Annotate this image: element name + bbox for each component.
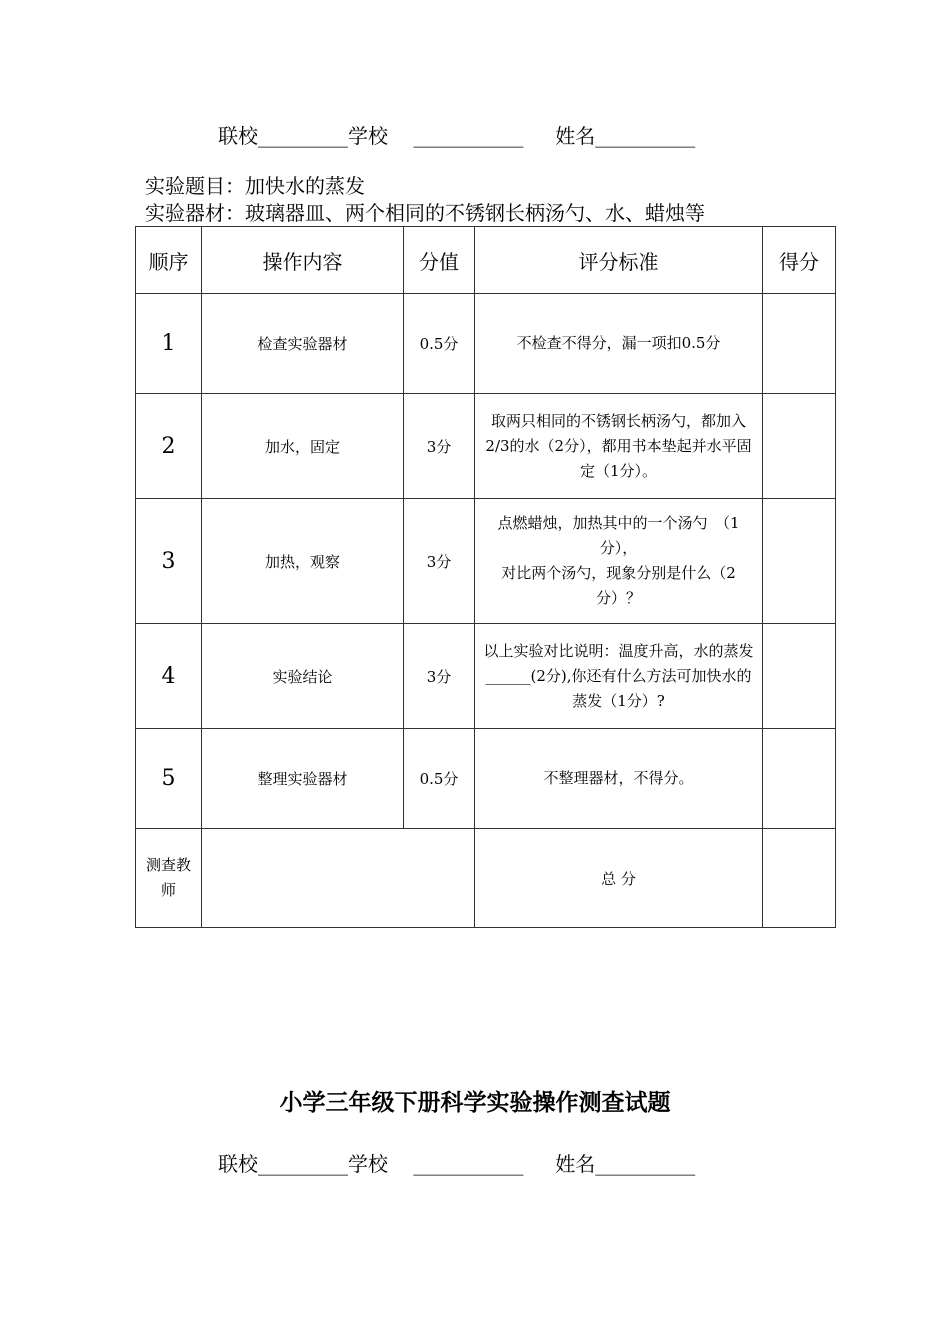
row-got-cell (763, 294, 836, 394)
row-criteria: 不检查不得分，漏一项扣0.5分 (475, 294, 763, 394)
row-criteria: 不整理器材，不得分。 (475, 729, 763, 829)
row-order: 5 (136, 729, 202, 829)
row-score: 3分 (404, 394, 475, 499)
student-info-line-2: 联校_________学校 ___________ 姓名__________ (218, 1152, 696, 1176)
table-row (136, 394, 836, 499)
experiment-title: 实验题目：加快水的蒸发 (145, 174, 365, 198)
header-order: 顺序 (136, 227, 202, 294)
scoring-table (135, 226, 836, 928)
row-operation: 实验结论 (202, 624, 404, 729)
header-criteria: 评分标准 (475, 227, 763, 294)
row-got-cell (763, 624, 836, 729)
row-criteria: 以上实验对比说明：温度升高，水的蒸发______(2分),你还有什么方法可加快水的蒸发（1分）? (475, 624, 763, 729)
row-order: 2 (136, 394, 202, 499)
row-score: 3分 (404, 499, 475, 624)
table-footer-row (136, 829, 836, 928)
row-operation: 加热，观察 (202, 499, 404, 624)
row-got-cell (763, 499, 836, 624)
section-title: 小学三年级下册科学实验操作测查试题 (279, 1089, 671, 1116)
row-order: 1 (136, 294, 202, 394)
row-score: 0.5分 (404, 729, 475, 829)
row-got-cell (763, 729, 836, 829)
row-criteria: 取两只相同的不锈钢长柄汤勺，都加入2/3的水（2分），都用书本垫起并水平固定（1分）。 (475, 394, 763, 499)
row-operation: 整理实验器材 (202, 729, 404, 829)
row-score: 3分 (404, 624, 475, 729)
row-score: 0.5分 (404, 294, 475, 394)
header-operation: 操作内容 (202, 227, 404, 294)
criteria-line: 点燃蜡烛，加热其中的一个汤勺 （1分）， (497, 514, 740, 557)
row-order: 4 (136, 624, 202, 729)
row-operation: 检查实验器材 (202, 294, 404, 394)
table-row (136, 294, 836, 394)
row-criteria (475, 499, 763, 624)
total-label: 总 分 (475, 829, 763, 928)
teacher-value-cell (202, 829, 475, 928)
header-got: 得分 (763, 227, 836, 294)
row-order: 3 (136, 499, 202, 624)
table-row (136, 624, 836, 729)
total-value-cell (763, 829, 836, 928)
table-row (136, 729, 836, 829)
criteria-line: 对比两个汤勺，现象分别是什么（2分）？ (501, 564, 736, 607)
row-got-cell (763, 394, 836, 499)
experiment-materials: 实验器材：玻璃器皿、两个相同的不锈钢长柄汤勺、水、蜡烛等 (145, 201, 705, 225)
table-row (136, 499, 836, 624)
student-info-line: 联校_________学校 ___________ 姓名__________ (218, 124, 696, 148)
header-score: 分值 (404, 227, 475, 294)
teacher-label: 测查教师 (136, 829, 202, 928)
row-operation: 加水，固定 (202, 394, 404, 499)
table-header-row (136, 227, 836, 294)
